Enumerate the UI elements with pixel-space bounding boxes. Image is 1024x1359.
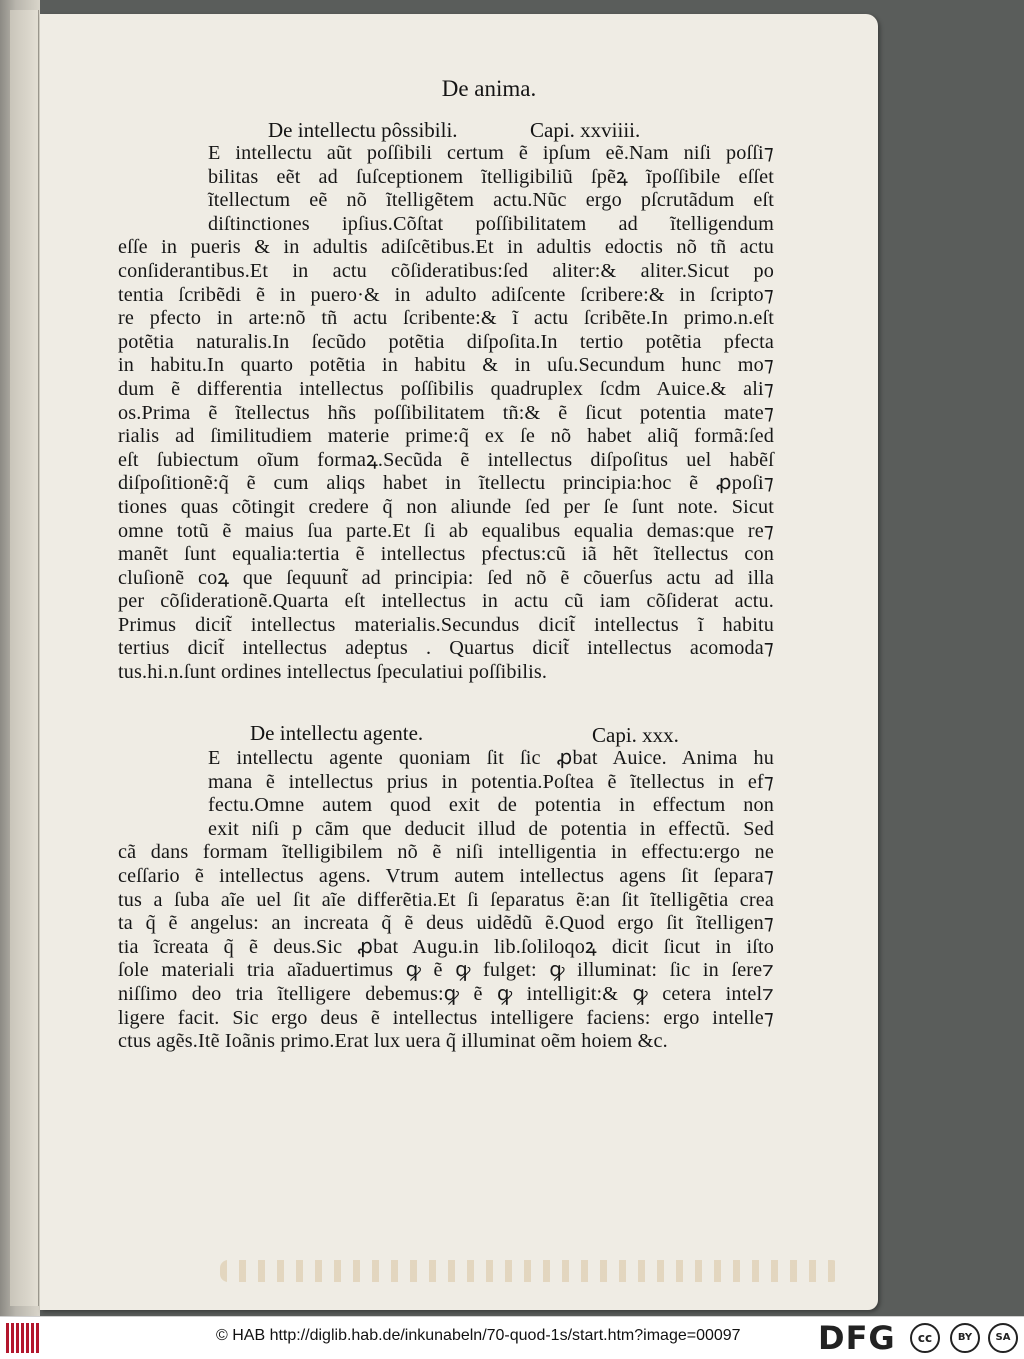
text-line: tus a ſuba aĩe uel ſit aĩe differẽtia.Et ſi ſeparatus ẽ:an ſit ĩtelligẽtia crea <box>118 888 774 911</box>
chapter30-text <box>118 747 774 1054</box>
footer-bar <box>0 1316 1024 1359</box>
dfg-logo: DFG <box>818 1319 896 1357</box>
text-line: cã dans formam ĩtelligibilem nõ ẽ niſi intelligentia in effectu:ergo ne <box>118 841 774 864</box>
text-line: potẽtia naturalis.In ſecũdo potẽtia diſpoſita.In tertio potẽtia pfecta <box>118 330 774 353</box>
text-line: E intellectu agente quoniam ſit ſic ꝓbat Auice. Anima hu <box>208 747 774 769</box>
text-line: ta q̃ ẽ angelus: an increata q̃ ẽ deus uidẽdũ ẽ.Quod ergo ſit ĩtelligen⁊ <box>118 912 774 935</box>
chapter30-capi: Capi. xxx. <box>592 723 679 747</box>
text-line: Primus dicit̃ intellectus materialis.Secundus dicit̃ intellectus ĩ habitu <box>118 613 774 636</box>
chapter29-heading: De intellectu pȏssibili. <box>268 118 458 142</box>
text-line: niſſimo deo tria ĩtelligere debemus:ꝙ ẽ ꝙ intelligit:& ꝙ cetera intel⁊ <box>118 982 774 1005</box>
text-line: fectu.Omne autem quod exit de potentia in effectum non <box>208 794 774 817</box>
text-line: eſſe in pueris & in adultis adiſcẽtibus.Et in adultis edoctis nõ tñ actu <box>118 236 774 259</box>
text-line: in habitu.In quarto potẽtia in habitu & in uſu.Secundum hunc mo⁊ <box>118 354 774 377</box>
chapter30-heading: De intellectu agente. <box>250 721 424 745</box>
text-line: manẽt ſunt equalia:tertia ẽ intellectus pfectus:cũ iã hẽt ĩtellectus con <box>118 543 774 566</box>
text-line: ligere facit. Sic ergo deus ẽ intellectus intelligere faciens: ergo intelle⁊ <box>118 1006 774 1029</box>
hab-logo-icon <box>6 1323 40 1353</box>
text-line: mana ẽ intellectus prius in potentia.Poſtea ẽ ĩtellectus in ef⁊ <box>208 770 774 793</box>
text-line: eſt ſubiectum oĩum formaꝝ.Secũda ẽ intellectus diſpoſitus uel habẽſ <box>118 448 774 471</box>
chapter29-capi: Capi. xxviiii. <box>530 118 641 142</box>
sa-license-icon: SA <box>988 1323 1018 1353</box>
text-line: dum ẽ differentia intellectus poſſibilis quadruplex ſcdm Auice.& ali⁊ <box>118 377 774 400</box>
text-line: per cõſiderationẽ.Quarta eſt intellectus in actu cũ iam cõſiderat actu. <box>118 590 774 613</box>
text-line: E intellectu aũt poſſibili certum ẽ ipſum eẽ.Nam niſi poſſi⁊ <box>208 142 774 164</box>
text-line: rialis ad ſimilitudiem materie prime:q̃ ex ſe nõ habet aliq̃ formã:ſed <box>118 425 774 448</box>
by-license-icon: BY <box>950 1323 980 1353</box>
page-bottom-stain <box>220 1260 840 1282</box>
text-line: ſole materiali tria aĩaduertimus ꝙ ẽ ꝙ fulget: ꝙ illuminat: ſic in ſere⁊ <box>118 959 774 982</box>
text-line: exit niſi p cãm que deducit illud de potentia in effectũ. Sed <box>208 817 774 840</box>
text-line: tertius dicit̃ intellectus adeptus . Quartus dicit̃ intellectus acomoda⁊ <box>118 637 774 660</box>
text-line: diſpoſitionẽ:q̃ ẽ cum aliqs habet in ĩtellectu principia:hoc ẽ ꝓpoſi⁊ <box>118 472 774 495</box>
text-line: tia ĩcreata q̃ ẽ deus.Sic ꝓbat Augu.in lib.ſoliloqoꝝ dicit ſicut in iſto <box>118 935 774 958</box>
text-line: ĩtellectum eẽ nõ ĩtelligẽtem actu.Nũc ergo pſcrutãdum eſt <box>208 189 774 212</box>
text-line: os.Prima ẽ ĩtellectus hñs poſſibilitatem tñ:& ẽ ſicut potentia mate⁊ <box>118 401 774 424</box>
running-head: De anima. <box>441 76 537 101</box>
text-line: conſiderantibus.Et in actu cõſideratibus:ſed aliter:& aliter.Sicut po <box>118 259 774 282</box>
footer-url[interactable]: © HAB http://diglib.hab.de/inkunabeln/70-quod-1s/start.htm?image=00097 <box>216 1327 741 1344</box>
chapter29-text <box>118 142 774 685</box>
text-line: tentia ſcribẽdi ẽ in puero·& in adulto adiſcente ſcribere:& in ſcripto⁊ <box>118 283 774 306</box>
text-line: cluſionẽ coꝝ que ſequunt̃ ad principia: ſed nõ ẽ cõuerſus actu ad illa <box>118 566 774 589</box>
text-line: tiones quas cõtingit credere q̃ non aliunde ſed per ſe ſunt note. Sicut <box>118 495 774 518</box>
text-line: omne totũ ẽ maius ſua parte.Et ſi ab equalibus equalia demas:que re⁊ <box>118 519 774 542</box>
scanned-page <box>40 14 878 1310</box>
cc-license-icon: cc <box>910 1323 940 1353</box>
previous-page-edge <box>10 10 39 1306</box>
text-line: re pfecto in arte:nõ tñ actu ſcribente:& ĩ actu ſcribẽte.In primo.n.eſt <box>118 307 774 330</box>
text-line: bilitas eẽt ad ſuſceptionem ĩtelligibiliũ ſpẽꝝ ĩpoſſibile eſſet <box>208 165 774 188</box>
text-line: tus.hi.n.ſunt ordines intellectus ſpeculatiui poſſibilis. <box>118 661 548 684</box>
text-line: diſtinctiones ipſius.Cõſtat poſſibilitatem ad ĩtelligendum <box>208 212 774 235</box>
text-line: ceſſario ẽ intellectus agens. Vtrum autem intellectus agens ſit ſepara⁊ <box>118 864 774 887</box>
text-line: ctus agẽs.Itẽ Ioãnis primo.Erat lux uera q̃ illuminat oẽm hoiem &c. <box>118 1030 668 1053</box>
